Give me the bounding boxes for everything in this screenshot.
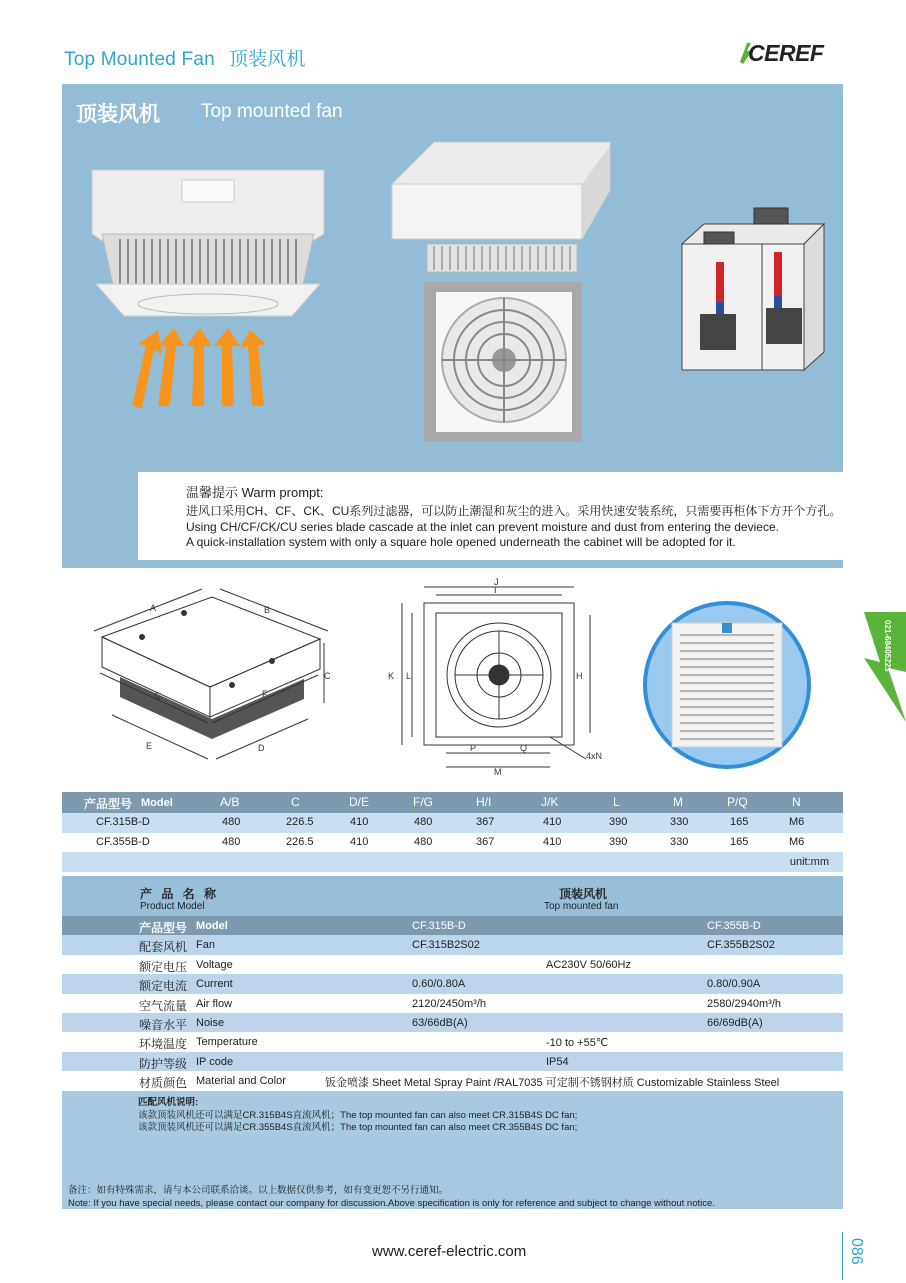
row-value: 480 xyxy=(414,835,433,848)
spec-name-en: Product Model xyxy=(140,901,205,912)
spec-label-en: Current xyxy=(196,978,233,991)
page-number xyxy=(842,1232,864,1280)
spec-value-2: 2580/2940m³/h xyxy=(707,997,781,1010)
table-row xyxy=(62,1052,843,1071)
spec-label-en: Air flow xyxy=(196,997,233,1010)
dim-label-k: K xyxy=(388,671,395,681)
spec-label-cn: 额定电流 xyxy=(139,979,188,994)
dim-label-m: M xyxy=(494,767,502,777)
spec-value-1: 0.60/0.80A xyxy=(412,978,466,991)
row-value: M6 xyxy=(789,835,805,848)
notes-line-1: 该款顶装风机还可以满足CR.315B4S直流风机；The top mounted fan can also meet CR.315B4S DC fan; xyxy=(138,1109,578,1121)
header-title-cn: 顶装风机 xyxy=(228,49,306,70)
row-model: CF.355B-D xyxy=(96,835,150,848)
dim-label-p: P xyxy=(470,743,477,753)
fan-unit-top-image xyxy=(392,142,610,272)
row-value: 367 xyxy=(476,816,495,828)
dim-label-h: H xyxy=(576,671,583,681)
footnote-cn: 备注：如有特殊需求，请与本公司联系洽谈。以上数据仅供参考，如有变更恕不另行通知。 xyxy=(68,1185,449,1196)
row-value: 226.5 xyxy=(286,835,314,848)
notes-panel xyxy=(62,1091,843,1209)
footnote-en: Note: If you have special needs, please contact our company for discussion.Above specification is only for reference and subject to change without notice. xyxy=(68,1197,715,1209)
dim-col: M xyxy=(673,795,683,809)
dim-label-j: J xyxy=(494,577,499,587)
header-title-en: Top Mounted Fan xyxy=(64,49,215,70)
spec-label-cn: 材质颜色 xyxy=(139,1076,188,1091)
front-view-drawing xyxy=(402,587,590,767)
hero-title-cn: 顶装风机 xyxy=(76,103,160,126)
spec-label-en: Noise xyxy=(196,1016,225,1029)
spec-label-cn: 配套风机 xyxy=(139,940,188,955)
row-value: 226.5 xyxy=(286,816,314,828)
table-row xyxy=(62,955,843,974)
spec-label-en: Temperature xyxy=(196,1036,258,1049)
dim-label-c: C xyxy=(324,671,331,681)
row-value: 480 xyxy=(222,816,241,828)
spec-value-1: 2120/2450m³/h xyxy=(412,997,486,1010)
dim-col: F/G xyxy=(413,795,433,809)
spec-name-cn: 产 品 名 称 xyxy=(140,887,220,901)
spec-value-2: CF.355B2S02 xyxy=(707,939,775,952)
material-value: 钣金喷漆 Sheet Metal Spray Paint /RAL7035 可定制不锈钢材质 Customizable Stainless Steel xyxy=(325,1077,780,1090)
spec-value-common: AC230V 50/60Hz xyxy=(546,958,631,971)
spec-label-cn: 环境温度 xyxy=(139,1037,188,1052)
dim-header-cn: 产品型号 xyxy=(84,797,133,811)
spec-label-en: Voltage xyxy=(196,958,233,971)
table-row xyxy=(62,1032,843,1051)
unit-row xyxy=(62,852,843,872)
dim-header-en: Model xyxy=(141,797,173,809)
dim-label-d: D xyxy=(258,743,265,753)
spec-product-cn: 顶装风机 xyxy=(559,887,608,901)
airflow-arrows-icon xyxy=(132,328,266,408)
specification-table xyxy=(62,876,843,1091)
hero-title-en: Top mounted fan xyxy=(201,101,343,122)
fan-bottom-view-image xyxy=(424,282,582,442)
table-row xyxy=(62,833,843,853)
dim-col: P/Q xyxy=(727,795,748,809)
spec-value-1: CF.315B2S02 xyxy=(412,939,480,952)
fan-unit-left-image xyxy=(92,170,324,316)
table-row xyxy=(62,1071,843,1090)
dim-col: A/B xyxy=(220,795,240,809)
table-row xyxy=(62,916,843,935)
row-value: 390 xyxy=(609,835,628,848)
dim-col: L xyxy=(613,795,620,809)
spec-value-2: 0.80/0.90A xyxy=(707,978,761,991)
dim-col: J/K xyxy=(541,795,559,809)
dim-col: H/I xyxy=(476,795,492,809)
row-value: M6 xyxy=(789,816,805,828)
dim-label-b: B xyxy=(264,605,271,615)
spec-label-en: Model xyxy=(196,920,228,932)
row-value: 330 xyxy=(670,835,689,848)
cabinet-airflow-diagram xyxy=(682,208,824,370)
spec-label-cn: 额定电压 xyxy=(139,959,188,974)
spec-label-cn: 产品型号 xyxy=(139,921,188,935)
dim-col: N xyxy=(792,795,801,809)
row-value: 410 xyxy=(543,816,562,828)
warm-prompt-line-en2: A quick-installation system with only a square hole opened underneath the cabinet will be adopted for it. xyxy=(186,535,736,549)
notes-title: 匹配风机说明: xyxy=(138,1097,199,1108)
filter-grille-photo xyxy=(643,601,811,769)
dim-label-4xn: 4xN xyxy=(586,751,603,761)
spec-label-cn: 噪音水平 xyxy=(139,1017,188,1032)
page-number-text: 086 xyxy=(848,1238,865,1265)
warm-prompt-box xyxy=(138,472,843,560)
warm-prompt-line-cn: 进风口采用CH、CF、CK、CU系列过滤器，可以防止潮湿和灰尘的进入。采用快速安装系统，只需要再柜体下方开个方孔。 xyxy=(186,504,842,518)
spec-label-cn: 防护等级 xyxy=(139,1056,188,1071)
table-row xyxy=(62,1013,843,1032)
warm-prompt-line-en1: Using CH/CF/CK/CU series blade cascade at the inlet can prevent moisture and dust from entering the deviece. xyxy=(186,519,779,534)
unit-label: unit:mm xyxy=(789,856,829,868)
spec-label-en: IP code xyxy=(196,1055,234,1068)
dim-label-a: A xyxy=(150,603,157,613)
page-header-title xyxy=(64,44,306,71)
logo-text: CEREF xyxy=(748,40,824,66)
table-row xyxy=(62,935,843,954)
spec-value-2: CF.355B-D xyxy=(707,920,761,932)
row-value: 165 xyxy=(730,816,749,828)
row-value: 480 xyxy=(414,816,433,828)
dim-col: C xyxy=(291,795,300,809)
website-link[interactable]: www.ceref-electric.com xyxy=(372,1243,527,1260)
spec-label-cn: 空气流量 xyxy=(139,998,188,1013)
row-model: CF.315B-D xyxy=(96,816,150,828)
row-value: 165 xyxy=(730,835,749,848)
dimension-table-header xyxy=(62,792,843,813)
isometric-drawing xyxy=(94,589,328,759)
notes-line-2: 该款顶装风机还可以满足CR.355B4S直流风机；The top mounted fan can also meet CR.355B4S DC fan; xyxy=(138,1122,578,1133)
dim-col: D/E xyxy=(349,795,370,809)
row-value: 410 xyxy=(350,816,369,828)
row-value: 367 xyxy=(476,835,495,848)
dim-label-e: E xyxy=(146,741,153,751)
spec-value-common: IP54 xyxy=(546,1055,569,1068)
spec-table-title-row xyxy=(62,876,843,916)
spec-product-en: Top mounted fan xyxy=(544,901,619,912)
technical-drawings xyxy=(62,575,843,785)
spec-value-2: 66/69dB(A) xyxy=(707,1016,763,1029)
spec-value-1: CF.315B-D xyxy=(412,920,466,932)
table-row xyxy=(62,994,843,1013)
dim-label-l: L xyxy=(406,671,412,681)
row-value: 410 xyxy=(543,835,562,848)
spec-value-1: 63/66dB(A) xyxy=(412,1016,468,1029)
dim-label-q: Q xyxy=(520,743,528,753)
spec-label-en: Fan xyxy=(196,939,215,952)
table-row xyxy=(62,974,843,993)
dim-label-f: F xyxy=(262,689,268,699)
spec-label-en: Material and Color xyxy=(196,1075,286,1088)
row-value: 480 xyxy=(222,835,241,848)
dimension-table xyxy=(62,792,843,872)
row-value: 390 xyxy=(609,816,628,828)
row-value: 330 xyxy=(670,816,689,828)
row-value: 410 xyxy=(350,835,369,848)
notes-footer xyxy=(68,1185,715,1210)
dim-label-i: I xyxy=(494,585,497,595)
warm-prompt-title: 温馨提示 Warm prompt: xyxy=(186,485,324,500)
spec-value-common: -10 to +55℃ xyxy=(546,1037,609,1050)
dim-label-g: G xyxy=(154,691,162,701)
table-row xyxy=(62,813,843,833)
phone-number: 021-68405223 xyxy=(883,620,892,672)
